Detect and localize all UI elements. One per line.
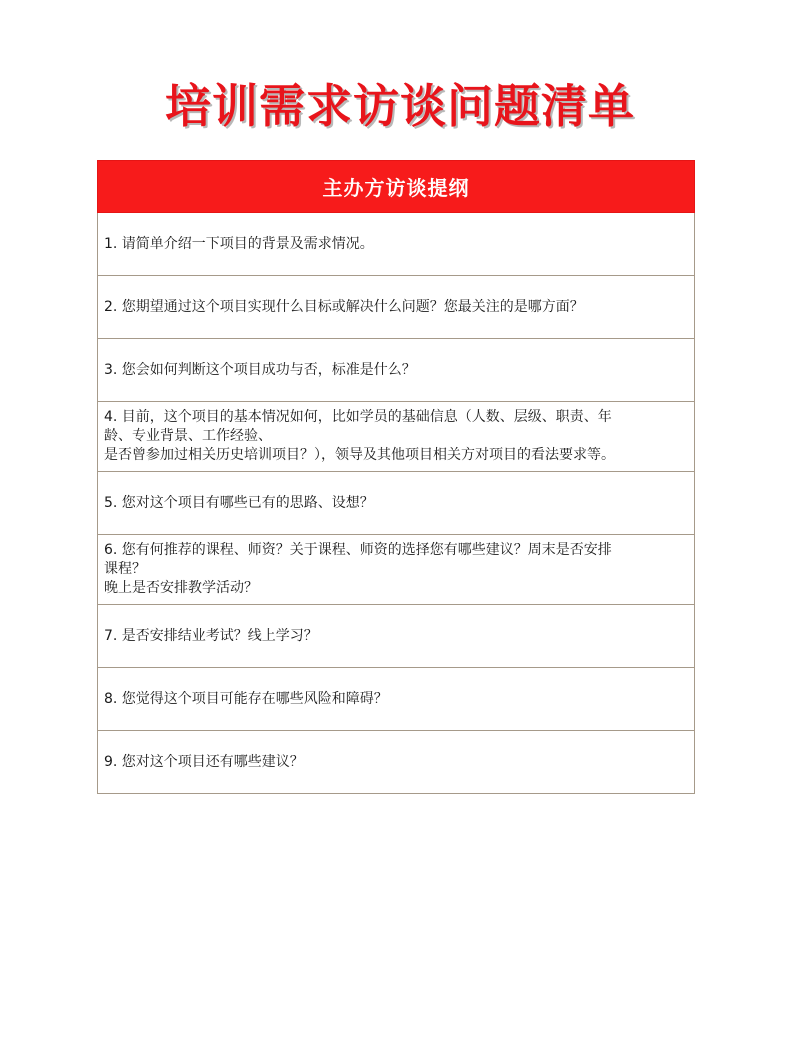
question-3: [98, 339, 695, 402]
table-row: [98, 668, 695, 731]
question-text: 是否曾参加过相关历史培训项目？），领导及其他项目相关方对项目的看法要求等。: [104, 447, 615, 463]
question-4: [98, 402, 695, 472]
question-text: 课程？: [104, 561, 146, 577]
table-header: 主办方访谈提纲: [98, 161, 695, 213]
interview-outline-table: [97, 160, 695, 794]
question-8: [98, 668, 695, 731]
question-text: 3. 您会如何判断这个项目成功与否，标准是什么？: [104, 361, 416, 378]
question-text: 7. 是否安排结业考试？线上学习？: [104, 627, 318, 644]
table-row: [98, 605, 695, 668]
question-6: [98, 535, 695, 605]
question-7: [98, 605, 695, 668]
question-text: 1. 请简单介绍一下项目的背景及需求情况。: [104, 235, 374, 252]
question-text: 8. 您觉得这个项目可能存在哪些风险和障碍？: [104, 690, 388, 707]
table-header-row: [98, 161, 695, 213]
question-text: 2. 您期望通过这个项目实现什么目标或解决什么问题？您最关注的是哪方面？: [104, 298, 584, 315]
question-2: [98, 276, 695, 339]
table-row: [98, 731, 695, 794]
question-9: [98, 731, 695, 794]
table-row: [98, 472, 695, 535]
table-row: [98, 213, 695, 276]
table-row: [98, 535, 695, 605]
question-5: [98, 472, 695, 535]
question-text: 6. 您有何推荐的课程、师资？关于课程、师资的选择您有哪些建议？周末是否安排: [104, 542, 612, 558]
question-text: 龄、专业背景、工作经验、: [104, 428, 272, 444]
question-text: 9. 您对这个项目还有哪些建议？: [104, 753, 304, 770]
document-title: 培训需求访谈问题清单: [165, 79, 635, 133]
question-1: [98, 213, 695, 276]
table-row: [98, 339, 695, 402]
question-text: 晚上是否安排教学活动？: [104, 580, 258, 596]
table-row: [98, 276, 695, 339]
question-text: 4. 目前，这个项目的基本情况如何，比如学员的基础信息（人数、层级、职责、年: [104, 409, 612, 425]
table-row: [98, 402, 695, 472]
question-text: 5. 您对这个项目有哪些已有的思路、设想？: [104, 494, 374, 511]
